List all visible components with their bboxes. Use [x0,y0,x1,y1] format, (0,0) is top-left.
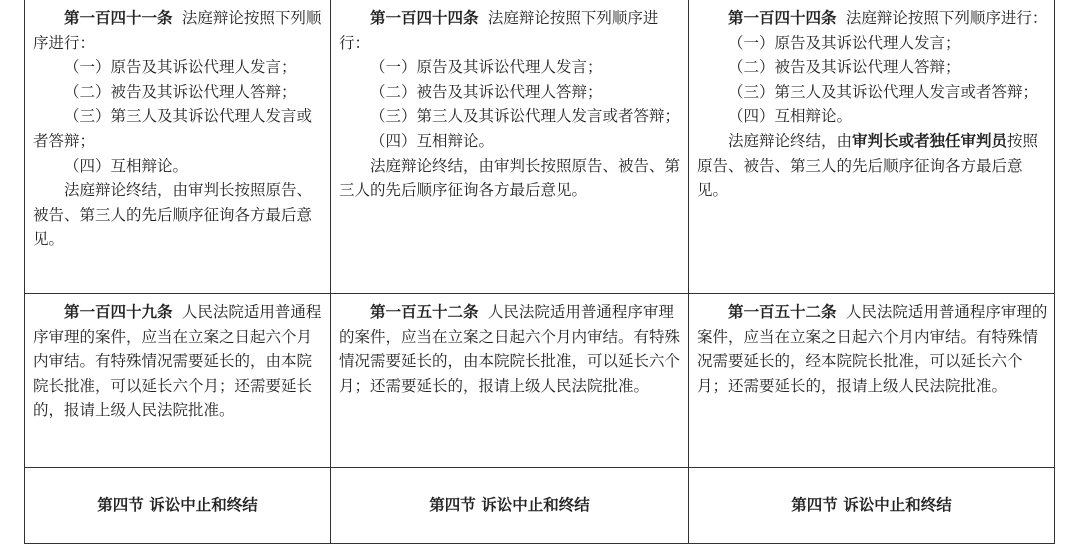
article-number: 第一百五十二条 [370,303,479,321]
table-cell-old-law [25,468,331,544]
list-item: （三）第三人及其诉讼代理人发言或者答辩； [370,107,681,126]
table-row [25,0,1055,294]
list-item: （一）原告及其诉讼代理人发言； [370,58,603,77]
article-text: 人民法院适用普通程序审理的案件，应当在立案之日起六个月内审结。有特殊情况需要延长的，由本院院长批准，可以延长六个月；还需要延长的，报请上级人民法院批准。 [339,303,681,395]
table-cell-mid-law [331,0,689,294]
closing-highlight: 审判长或者独任审判员 [852,131,1008,150]
article-text: 人民法院适用普通程序审理的案件，应当在立案之日起六个月内审结。有特殊情况需要延长的，由本院院长批准，可以延长六个月；还需要延长的，报请上级人民法院批准。 [33,303,322,420]
section-heading: 第四节 诉讼中止和终结 [791,496,952,515]
list-item: （四）互相辩论。 [728,107,853,126]
table-row [25,294,1055,468]
list-item: （一）原告及其诉讼代理人发言； [64,58,297,77]
table-cell-new-law [689,0,1055,294]
table-cell-old-law [25,294,331,468]
article-paragraph [33,6,324,55]
article-number: 第一百四十四条 [728,9,837,27]
article-number: 第一百五十二条 [728,303,837,321]
article-number: 第一百四十一条 [64,9,173,27]
closing-paragraph [33,178,324,252]
section-heading: 第四节 诉讼中止和终结 [429,496,590,515]
article-paragraph [697,6,1048,31]
closing-text: 法庭辩论终结，由审判长按照原告、被告、第三人的先后顺序征询各方最后意见。 [33,181,313,249]
article-intro: 法庭辩论按照下列顺序进行： [33,9,322,52]
table-cell-old-law [25,0,331,294]
closing-text: 法庭辩论终结，由审判长按照原告、被告、第三人的先后顺序征询各方最后意见。 [339,156,681,200]
table-row [25,468,1055,544]
article-intro: 法庭辩论按照下列顺序进行： [845,9,1048,27]
list-item: （二）被告及其诉讼代理人答辩； [64,82,297,101]
closing-text-tail: 按照原告、被告、第三人的先后顺序征询各方最后意见。 [697,131,1039,200]
list-item: （一）原告及其诉讼代理人发言； [728,33,961,52]
article-paragraph [339,300,682,398]
article-intro: 法庭辩论按照下列顺序进行： [339,9,659,52]
closing-text: 法庭辩论终结，由 [728,131,853,150]
section-heading: 第四节 诉讼中止和终结 [97,496,258,515]
list-item: （三）第三人及其诉讼代理人发言或者答辩； [33,107,313,150]
list-item: （二）被告及其诉讼代理人答辩； [728,58,961,77]
list-item: （二）被告及其诉讼代理人答辩； [370,82,603,101]
comparison-table [24,0,1055,544]
article-number: 第一百四十九条 [64,303,173,321]
article-text: 人民法院适用普通程序审理的案件，应当在立案之日起六个月内审结。有特殊情况需要延长的，经本院院长批准，可以延长六个月；还需要延长的，报请上级人民法院批准。 [697,303,1048,395]
table-cell-mid-law [331,294,689,468]
table-cell-new-law [689,468,1055,544]
list-item: （四）互相辩论。 [370,131,495,150]
article-paragraph [697,300,1048,398]
list-item: （三）第三人及其诉讼代理人发言或者答辩； [728,82,1039,101]
closing-paragraph [339,154,682,203]
article-paragraph [33,300,324,423]
closing-paragraph [697,129,1048,203]
article-paragraph [339,6,682,55]
table-cell-mid-law [331,468,689,544]
article-number: 第一百四十四条 [370,9,479,27]
table-cell-new-law [689,294,1055,468]
list-item: （四）互相辩论。 [64,156,189,175]
